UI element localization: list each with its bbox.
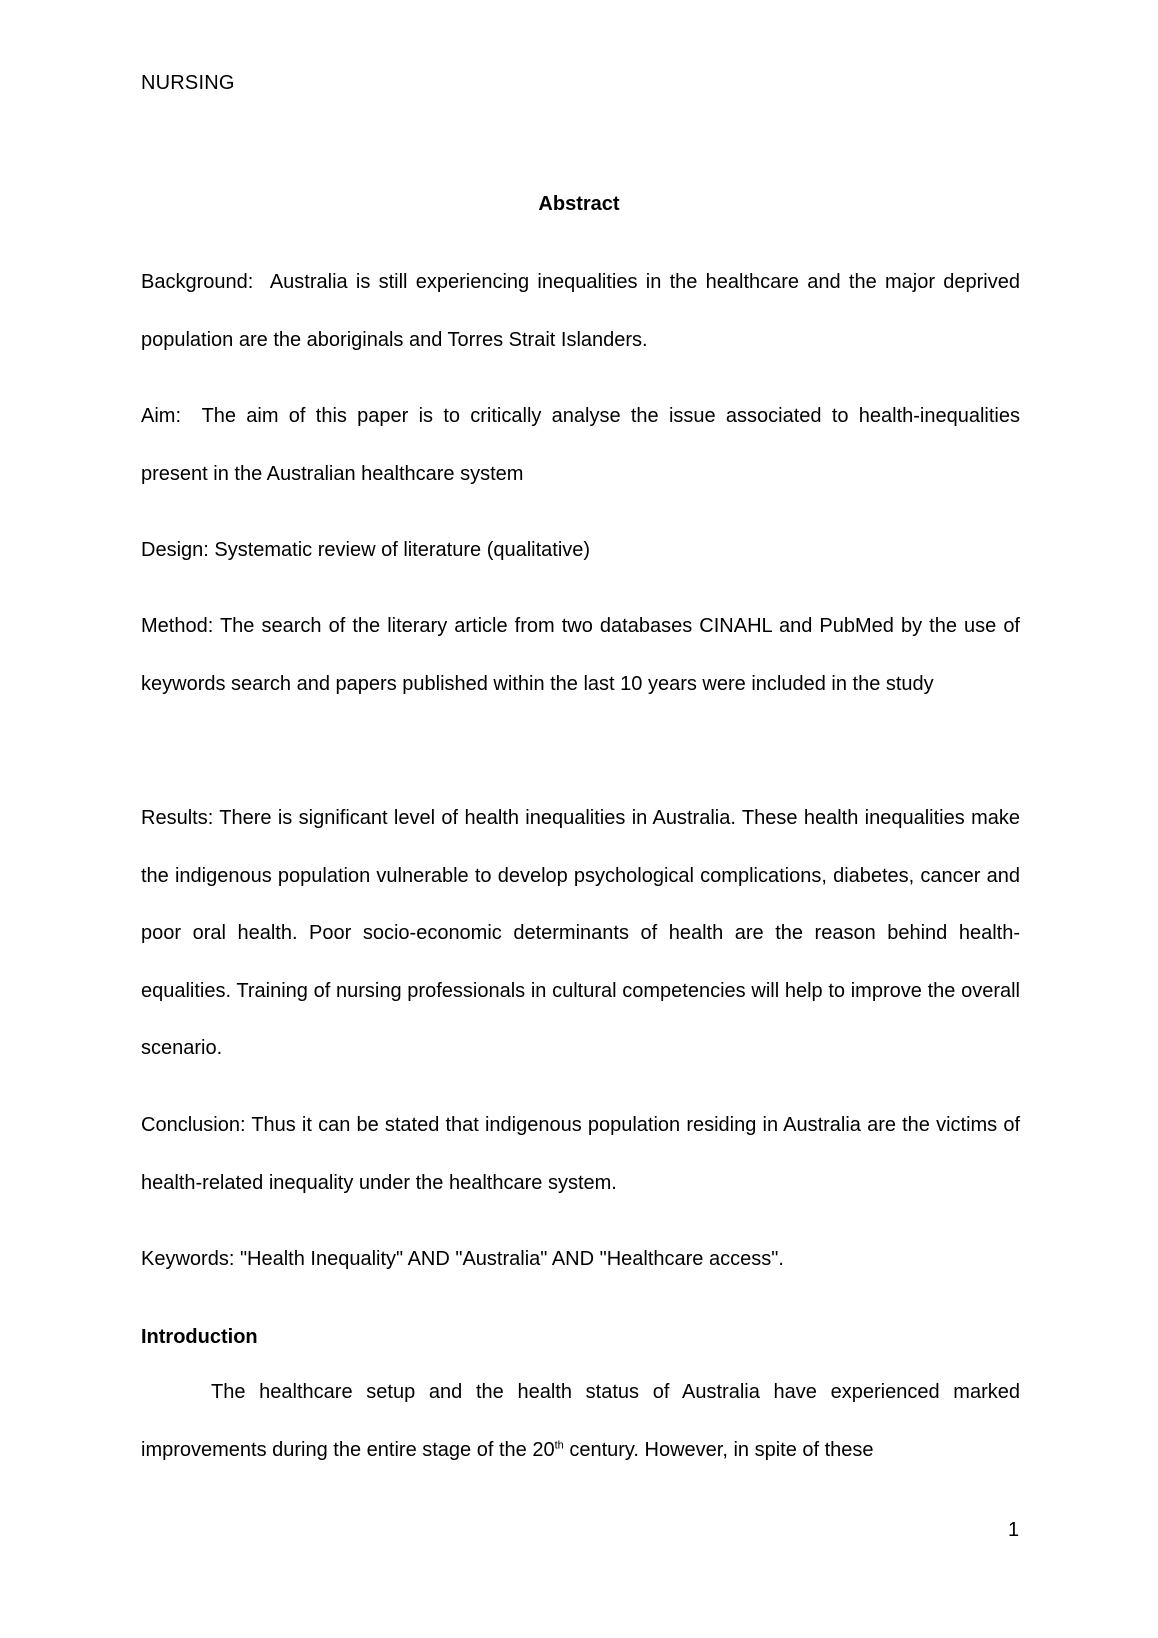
abstract-results — [141, 790, 1020, 1078]
conclusion-label: Conclusion: — [141, 1114, 246, 1136]
background-label: Background: — [141, 271, 254, 293]
page-number: 1 — [1008, 1519, 1020, 1541]
background-text: Australia is still experiencing inequalities in the healthcare and the major deprived population are the aboriginals and Torres Strait Islanders. — [141, 271, 1020, 351]
abstract-design — [141, 522, 1020, 580]
intro-text-end: century. However, in spite of these — [563, 1438, 874, 1461]
introduction-heading: Introduction — [141, 1326, 258, 1348]
results-label: Results: — [141, 807, 214, 829]
keywords-text: "Health Inequality" AND "Australia" AND "Healthcare access". — [239, 1248, 784, 1270]
design-text: Systematic review of literature (qualitative) — [214, 539, 591, 561]
abstract-keywords — [141, 1231, 1020, 1289]
method-label: Method: — [141, 615, 214, 637]
keywords-label: Keywords: — [141, 1248, 235, 1270]
abstract-background — [141, 254, 1020, 369]
design-label: Design: — [141, 539, 209, 561]
ordinal-superscript: th — [554, 1438, 564, 1451]
conclusion-text: Thus it can be stated that indigenous population residing in Australia are the victims of health-related inequality under the healthcare system. — [141, 1114, 1021, 1194]
intro-text-start: The healthcare setup and the health status of Australia have experienced marked improvements during the entire stage of the 20 — [141, 1381, 1020, 1461]
method-text: The search of the literary article from two databases CINAHL and PubMed by the use of keywords search and papers published within the last 10 years were included in the study — [141, 615, 1020, 695]
aim-label: Aim: — [141, 405, 181, 427]
abstract-conclusion — [141, 1097, 1020, 1212]
abstract-aim — [141, 388, 1020, 503]
results-text: There is significant level of health inequalities in Australia. These health inequalities make the indigenous population vulnerable to develop psychological complications, diabetes, cancer and poor oral health. Poor socio-economic determinants of health are the reason behind health-equalities. Training of nursing professionals in cultural competencies will help to improve the overall scenario. — [141, 807, 1020, 1059]
running-head: NURSING — [141, 72, 235, 94]
abstract-method — [141, 598, 1020, 713]
abstract-title: Abstract — [538, 193, 620, 215]
introduction-paragraph — [141, 1364, 1020, 1479]
aim-text: The aim of this paper is to critically analyse the issue associated to health-inequalities present in the Australian healthcare system — [141, 405, 1020, 485]
